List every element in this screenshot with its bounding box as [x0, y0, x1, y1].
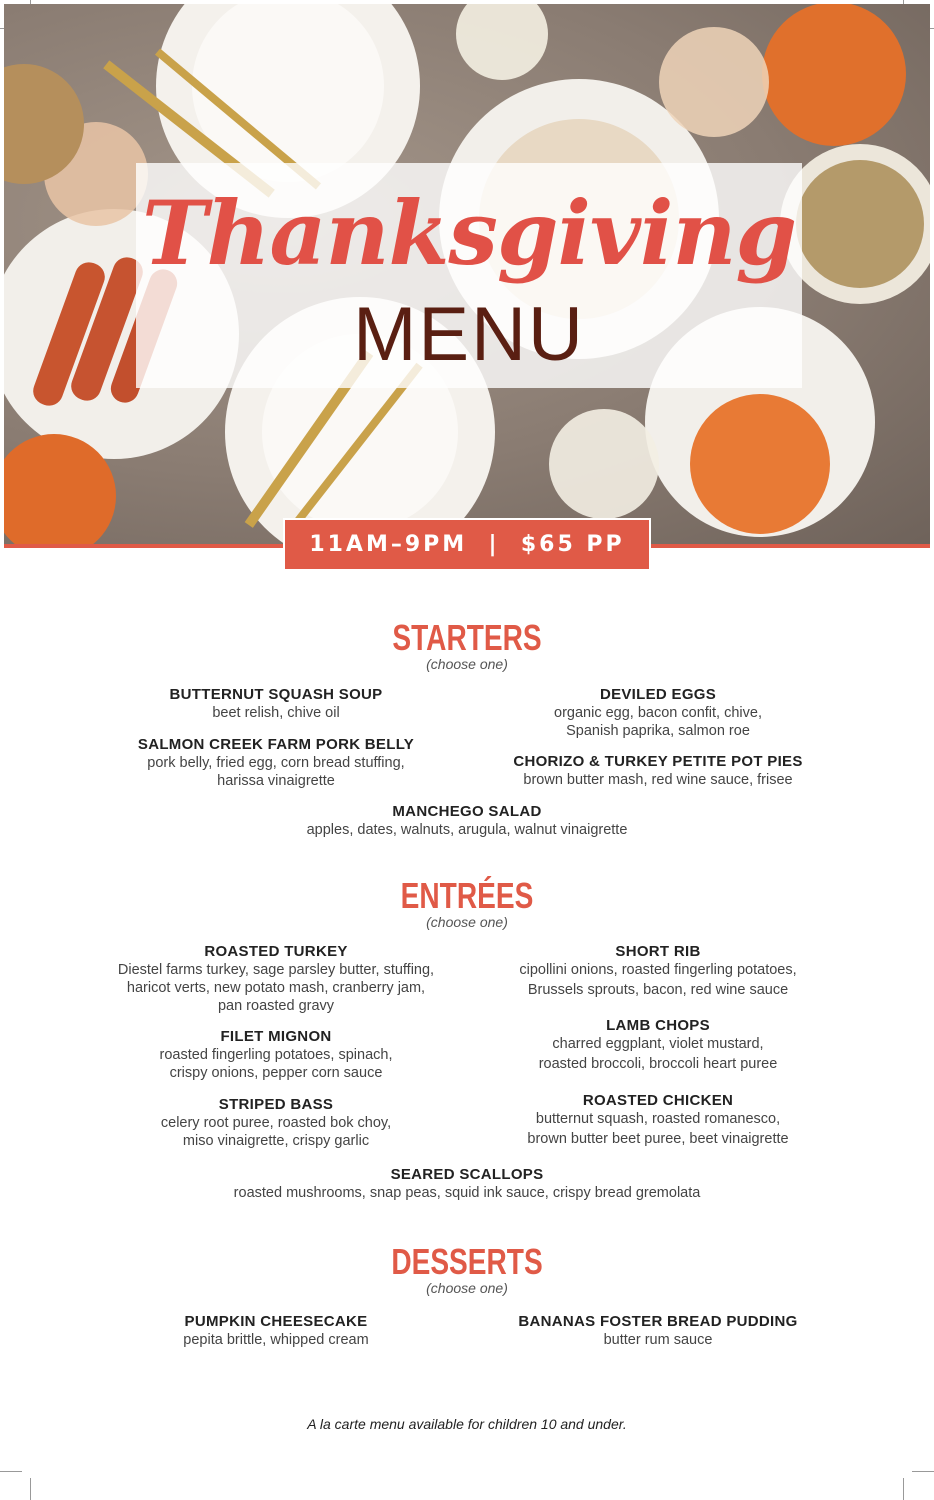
- menu-item-desc: organic egg, bacon confit, chive,: [554, 705, 762, 721]
- entrees-heading: ENTRÉES: [400, 875, 534, 916]
- menu-item: [458, 1313, 858, 1349]
- page-subtitle: MENU: [353, 292, 585, 377]
- menu-item: [76, 1028, 476, 1082]
- menu-item-desc: roasted fingerling potatoes, spinach,: [159, 1047, 393, 1063]
- menu-item-desc: Brussels sprouts, bacon, red wine sauce: [527, 981, 789, 998]
- menu-item: [458, 686, 858, 740]
- menu-item: [167, 803, 767, 839]
- footer-note: A la carte menu available for children 10 and under.: [307, 1416, 627, 1432]
- menu-item-desc: Spanish paprika, salmon roe: [566, 723, 750, 739]
- menu-item-desc: miso vinaigrette, crispy garlic: [182, 1133, 370, 1149]
- menu-item-desc: pork belly, fried egg, corn bread stuffing,: [147, 755, 405, 771]
- menu-item-desc: pepita brittle, whipped cream: [183, 1332, 369, 1348]
- menu-item-name: SHORT RIB: [615, 943, 701, 960]
- menu-item-name: ROASTED CHICKEN: [582, 1092, 734, 1109]
- menu-item-name: STRIPED BASS: [218, 1096, 334, 1113]
- menu-item: [458, 1092, 858, 1149]
- menu-item: [76, 1313, 476, 1349]
- menu-item: [76, 1096, 476, 1150]
- menu-item-name: BUTTERNUT SQUASH SOUP: [169, 686, 383, 703]
- menu-item-name: CHORIZO & TURKEY PETITE POT PIES: [513, 753, 803, 770]
- menu-item-name: LAMB CHOPS: [606, 1017, 710, 1034]
- menu-item-desc: roasted mushrooms, snap peas, squid ink sauce, crispy bread gremolata: [233, 1185, 701, 1201]
- menu-item-desc: Diestel farms turkey, sage parsley butter, stuffing,: [117, 962, 435, 978]
- menu-item-desc: apples, dates, walnuts, arugula, walnut vinaigrette: [306, 822, 628, 838]
- menu-item: [458, 943, 858, 1000]
- menu-item-desc: crispy onions, pepper corn sauce: [169, 1065, 383, 1081]
- menu-item: [167, 1166, 767, 1202]
- desserts-note: (choose one): [426, 1280, 508, 1296]
- menu-item-desc: celery root puree, roasted bok choy,: [160, 1115, 392, 1131]
- starters-note: (choose one): [426, 656, 508, 672]
- page-title: Thanksgiving: [141, 181, 796, 285]
- menu-item: [458, 1017, 858, 1074]
- menu-item-desc: roasted broccoli, broccoli heart puree: [538, 1055, 778, 1072]
- menu-item-name: MANCHEGO SALAD: [392, 803, 542, 820]
- menu-item-desc: beet relish, chive oil: [212, 705, 340, 721]
- menu-item: [458, 753, 858, 789]
- menu-item-name: PUMPKIN CHEESECAKE: [184, 1313, 368, 1330]
- menu-item-desc: haricot verts, new potato mash, cranberry jam,: [126, 980, 426, 996]
- menu-item: [76, 686, 476, 722]
- menu-item-desc: cipollini onions, roasted fingerling potatoes,: [519, 962, 797, 978]
- menu-item-desc: brown butter mash, red wine sauce, frisee: [523, 772, 793, 788]
- menu-item: [76, 943, 476, 1015]
- hours-price-badge: 11AM–9PM | $65 PP: [283, 518, 651, 571]
- menu-item-desc: brown butter beet puree, beet vinaigrette: [527, 1130, 789, 1147]
- menu-item-name: BANANAS FOSTER BREAD PUDDING: [518, 1313, 798, 1330]
- menu-item: [76, 736, 476, 790]
- desserts-heading: DESSERTS: [391, 1241, 543, 1282]
- menu-item-desc: butter rum sauce: [603, 1332, 713, 1348]
- menu-item-name: FILET MIGNON: [220, 1028, 332, 1045]
- menu-item-name: SEARED SCALLOPS: [390, 1166, 544, 1183]
- menu-item-name: ROASTED TURKEY: [204, 943, 348, 960]
- menu-item-desc: butternut squash, roasted romanesco,: [535, 1111, 781, 1127]
- menu-item-desc: pan roasted gravy: [217, 998, 335, 1014]
- menu-item-desc: charred eggplant, violet mustard,: [552, 1036, 764, 1052]
- menu-item-name: SALMON CREEK FARM PORK BELLY: [137, 736, 415, 753]
- starters-heading: STARTERS: [392, 617, 542, 658]
- menu-item-name: DEVILED EGGS: [599, 686, 717, 703]
- menu-item-desc: harissa vinaigrette: [217, 773, 335, 789]
- entrees-note: (choose one): [426, 914, 508, 930]
